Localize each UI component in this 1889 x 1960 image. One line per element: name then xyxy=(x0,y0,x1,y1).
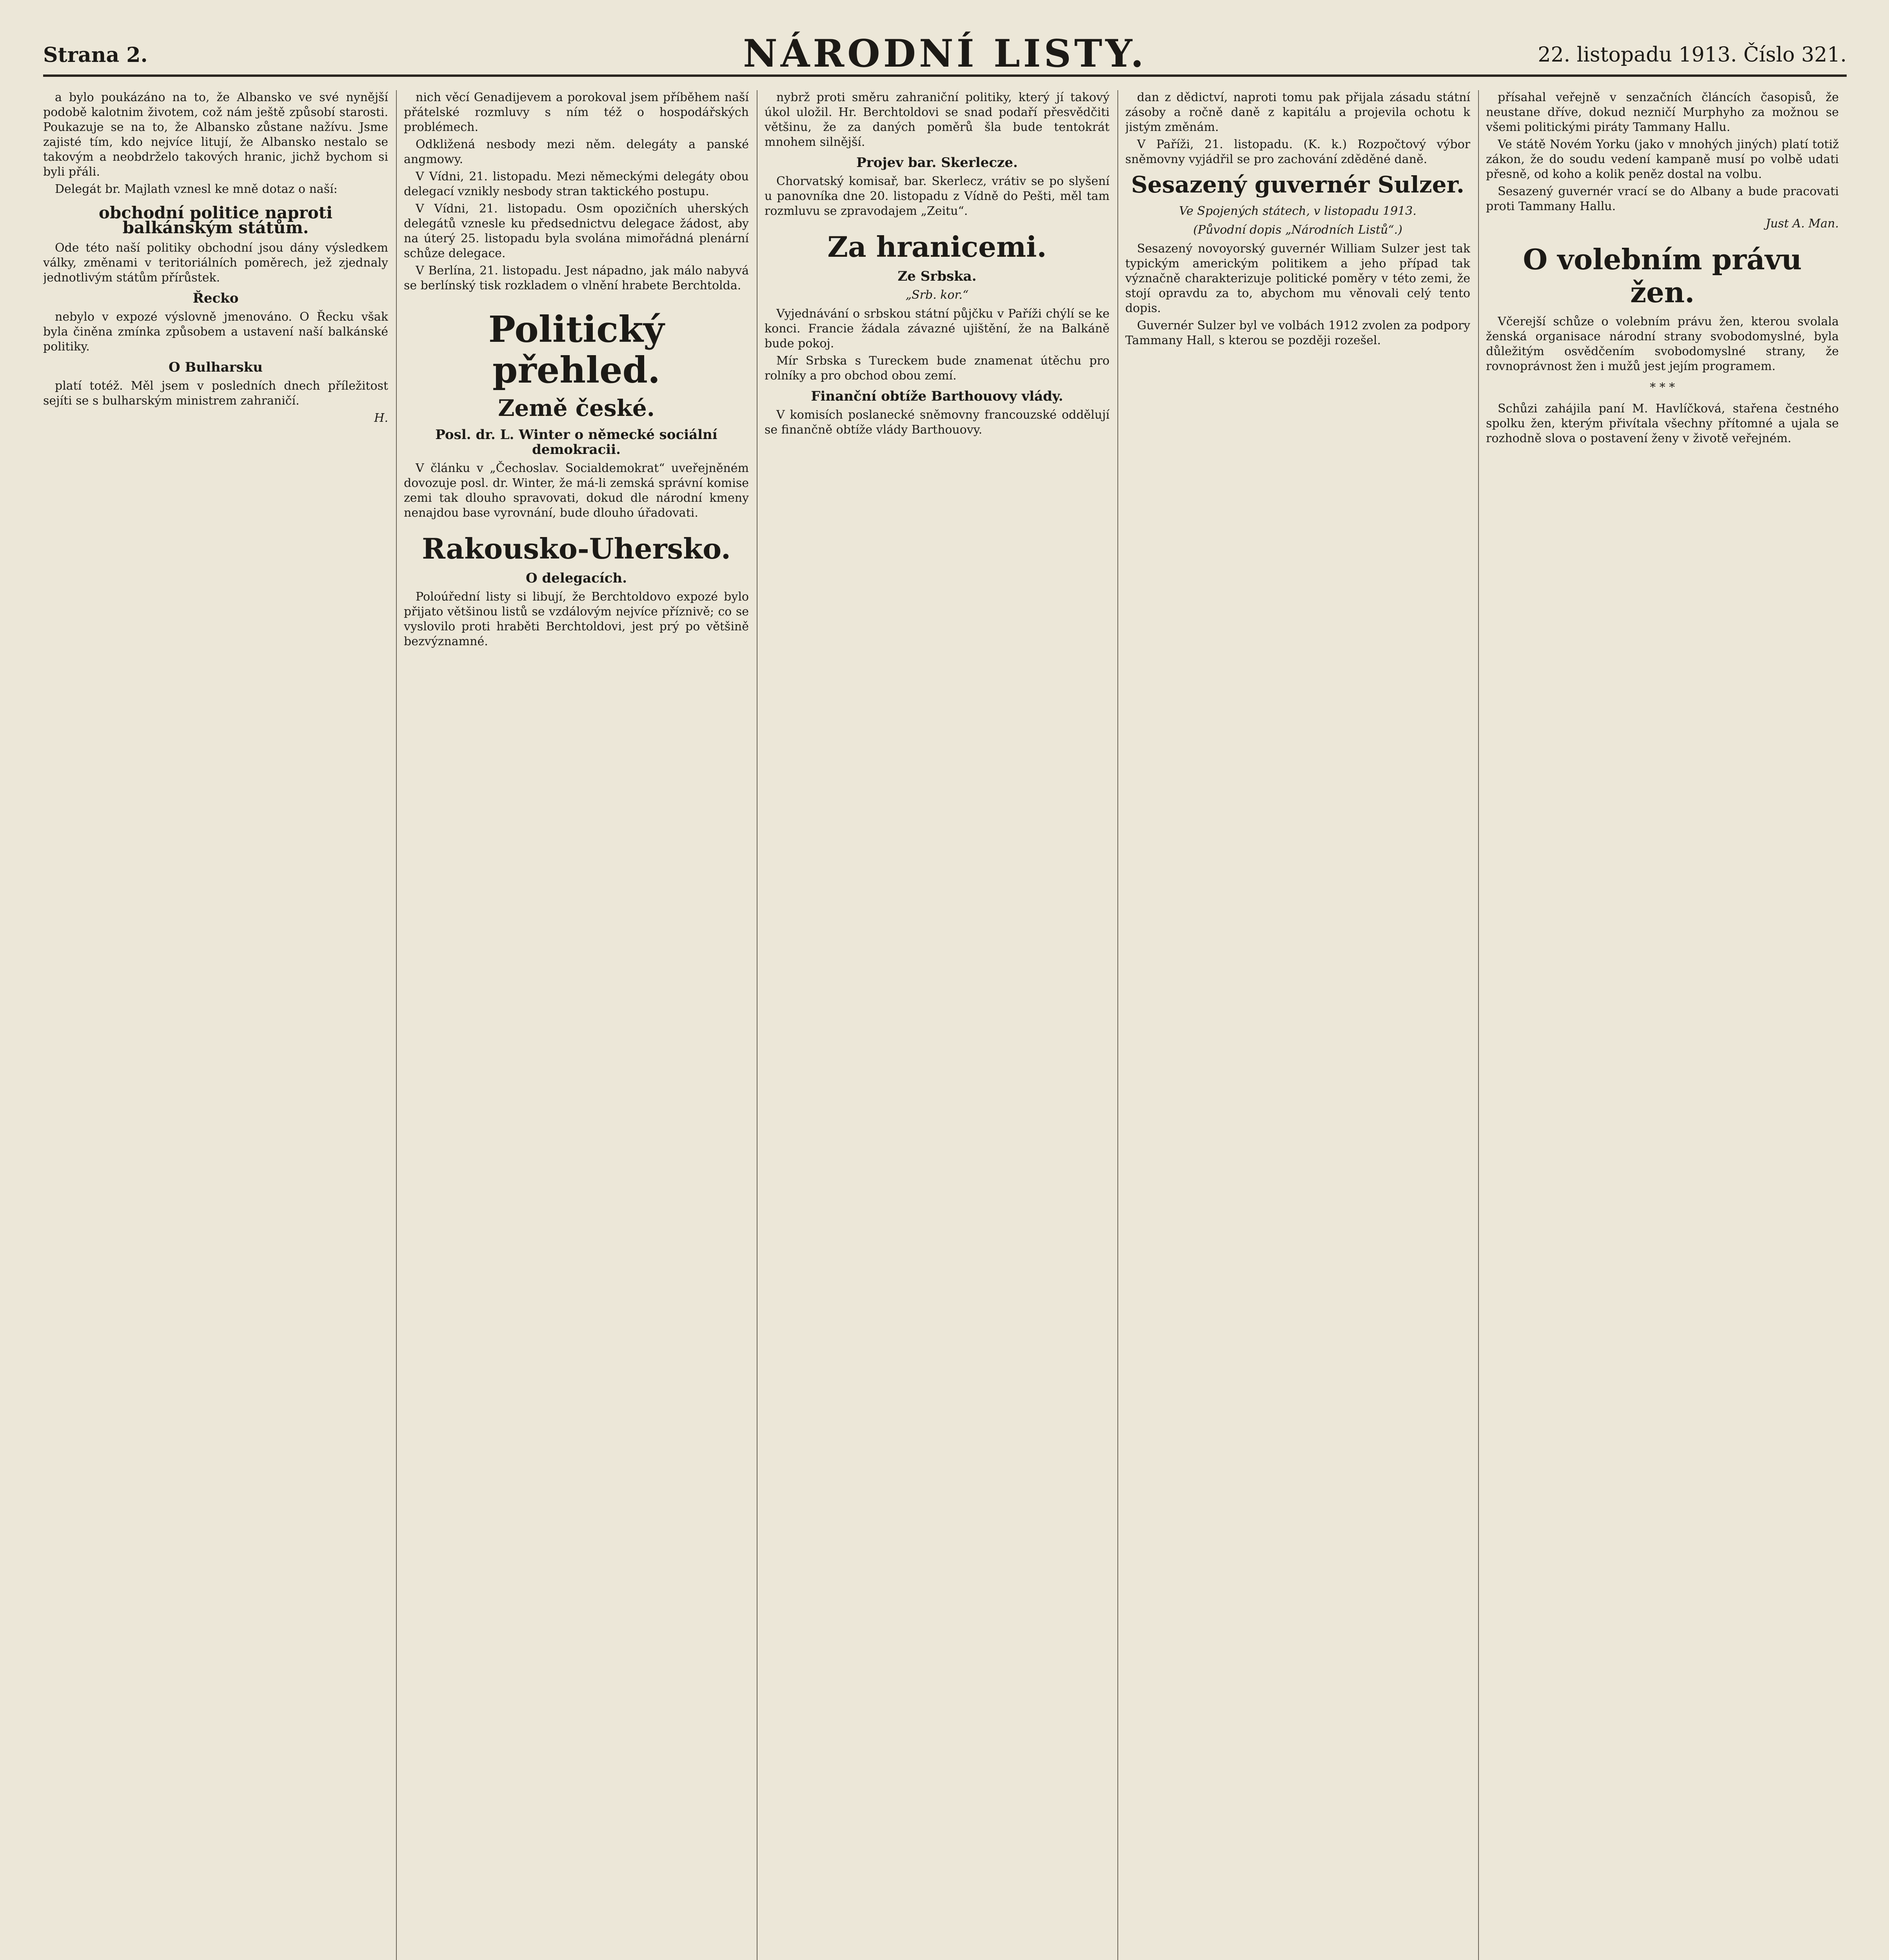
masthead: NÁRODNÍ LISTY. xyxy=(743,31,1147,76)
section-heading: obchodní politice naproti balkánským státům. xyxy=(98,203,333,237)
article-paragraph: Včerejší schůze o volebním právu žen, kterou svolala ženská organisace národní strany svobodomyslné, byla důležitým osvědčením svobodomyslné strany, že rovnoprávnost žen i mužů jest jejím programem. xyxy=(1486,315,1839,373)
article-paragraph: Vyjednávání o srbskou státní půjčku v Paříži chýlí se ke konci. Francie žádala závazné ujištění, že na Balkáně bude pokoj. xyxy=(765,307,1110,350)
article-heading: Posl. dr. L. Winter o německé sociální demokracii. xyxy=(435,427,717,457)
article-paragraph: V Vídni, 21. listopadu. Osm opozičních uherských delegátů vznesle ku předsednictvu delegace žádost, aby na úterý 25. listopadu byla svolána mimořádná plenární schůze delegace. xyxy=(404,202,749,260)
article-paragraph: Odkližená nesbody mezi něm. delegáty a panské angmowy. xyxy=(404,138,749,166)
section-title: O volebním právu žen. xyxy=(1523,243,1802,309)
column-rule xyxy=(396,90,397,1960)
issue-date: 22. listopadu 1913. Číslo 321. xyxy=(1538,43,1847,67)
article-heading: O Bulharsku xyxy=(169,359,263,375)
article-heading: Finanční obtíže Barthouovy vlády. xyxy=(811,388,1063,404)
article-paragraph: Mír Srbska s Tureckem bude znamenat útěchu pro rolníky a pro obchod obou zemí. xyxy=(765,354,1110,383)
article-paragraph: platí totéž. Měl jsem v posledních dnech příležitost sejíti se s bulharským ministrem zahraničí. xyxy=(43,379,388,408)
article-heading: Projev bar. Skerlecze. xyxy=(856,155,1018,171)
article-paragraph: V Berlína, 21. listopadu. Jest nápadno, jak málo nabyvá se berlínský tisk rozkladem o vlnění hrabete Berchtolda. xyxy=(404,264,749,292)
article-heading: Ze Srbska. xyxy=(897,269,977,284)
article-paragraph: Schůzi zahájila paní M. Havlíčková, stařena čestného spolku žen, kterým přivítala všechny přítomné a ujala se rozhodně slova o postavení ženy v životě veřejném. xyxy=(1486,402,1839,445)
article-paragraph: V Vídni, 21. listopadu. Mezi německými delegáty obou delegací vznikly nesbody stran taktického postupu. xyxy=(404,170,749,198)
column-3 xyxy=(765,90,1110,1960)
article-paragraph: nebylo v expozé výslovně jmenováno. O Řecku však byla činěna zmínka způsobem a ustavení naší balkánské politiky. xyxy=(43,310,388,354)
article-paragraph: Ode této naší politiky obchodní jsou dány výsledkem války, změnami v teritoriálních poměrech, jež zjednaly jednotlivým státům přírůstek. xyxy=(43,241,388,285)
article-subline: Ve Spojených státech, v listopadu 1913. xyxy=(1179,204,1417,218)
article-paragraph: Ve státě Novém Yorku (jako v mnohých jiných) platí totiž zákon, že do soudu vedení kampaně musí po volbě udati přesně, od koho a kolik peněz dostal na volbu. xyxy=(1486,138,1839,181)
column-4 xyxy=(1125,90,1470,1960)
article-subline: „Srb. kor.“ xyxy=(905,288,969,302)
section-title: Za hranicemi. xyxy=(827,230,1047,263)
column-rule xyxy=(1117,90,1118,1960)
column-5 xyxy=(1486,90,1839,1960)
section-title: Politický přehled. xyxy=(488,308,665,391)
column-rule xyxy=(1478,90,1479,1960)
section-subtitle: Sesazený guvernér Sulzer. xyxy=(1131,171,1464,198)
section-title: Rakousko-Uhersko. xyxy=(422,532,731,565)
article-paragraph: Sesazený guvernér vrací se do Albany a bude pracovati proti Tammany Hallu. xyxy=(1486,185,1839,213)
page-number: Strana 2. xyxy=(43,43,148,67)
page-header xyxy=(43,27,1847,77)
article-paragraph: Guvernér Sulzer byl ve volbách 1912 zvolen za podpory Tammany Hall, s kterou se později rozešel. xyxy=(1125,319,1470,347)
article-signature: H. xyxy=(374,411,388,425)
article-paragraph: V komisích poslanecké sněmovny francouzské oddělují se finančně obtíže vlády Barthouovy. xyxy=(765,408,1110,437)
article-paragraph: Delegát br. Majlath vznesl ke mně dotaz o naší: xyxy=(55,182,338,196)
column-1 xyxy=(43,90,388,1960)
article-subline: (Původní dopis „Národních Listů“.) xyxy=(1193,223,1402,237)
article-paragraph: nybrž proti směru zahraniční politiky, který jí takový úkol uložil. Hr. Berchtoldovi se snad podaří přesvědčiti většinu, že za daných poměrů šla bude tentokrát mnohem silnější. xyxy=(765,91,1110,149)
article-heading: Řecko xyxy=(193,290,239,306)
article-paragraph: Poloúřední listy si libují, že Berchtoldovo expozé bylo přijato většinou listů se vzdálovým nejvíce příznivě; co se vyslovilo proti hraběti Berchtoldovi, jest prý po většině bezvýznamné. xyxy=(404,590,749,648)
article-paragraph: nich věcí Genadijevem a porokoval jsem příběhem naší přátelské rozmluvy s ním též o hospodářských problémech. xyxy=(404,91,749,134)
article-paragraph: Sesazený novoyorský guvernér William Sulzer jest tak typickým americkým politikem a jeho případ tak význačně charakterizuje politické poměry v této zemi, že stojí opravdu za to, abychom mu věnovali celý tento dopis. xyxy=(1125,242,1470,315)
article-paragraph: a bylo poukázáno na to, že Albansko ve své nynější podobě kalotnim životem, což nám ještě způsobí starosti. Poukazuje se na to, že Albansko zůstane nažívu. Jsme zajisté tím, kdo nejvíce litují, že Albansko nestalo se takovým a neobdrželo takových hranic, jichž bychom si byli přáli. xyxy=(43,91,388,179)
article-signature: Just A. Man. xyxy=(1765,217,1839,230)
article-heading: O delegacích. xyxy=(525,570,627,586)
section-subtitle: Země české. xyxy=(498,395,655,421)
article-paragraph: V článku v „Čechoslav. Socialdemokrat“ uveřejněném dovozuje posl. dr. Winter, že má-li zemská správní komise zemi tak dlouho spravovati, dokud dle národní kmeny nenajdou base vyrovnání, bude dlouho úřadovati. xyxy=(404,461,749,520)
article-paragraph: dan z dědictví, naproti tomu pak přijala zásadu státní zásoby a ročně daně z kapitálu a projevila ochotu k jistým změnám. xyxy=(1125,91,1470,134)
column-2 xyxy=(404,90,749,1960)
article-paragraph: přísahal veřejně v senzačních článcích časopisů, že neustane dříve, dokud nezničí Murphyho za možnou se všemi politickými piráty Tammany Hallu. xyxy=(1486,91,1839,134)
separator: * * * xyxy=(1649,381,1675,394)
article-paragraph: Chorvatský komisař, bar. Skerlecz, vrátiv se po slyšení u panovníka dne 20. listopadu z Vídně do Pešti, měl tam rozmluvu se zpravodajem „Zeitu“. xyxy=(765,174,1110,218)
article-paragraph: V Paříži, 21. listopadu. (K. k.) Rozpočtový výbor sněmovny vyjádřil se pro zachování zděděné daně. xyxy=(1125,138,1470,166)
